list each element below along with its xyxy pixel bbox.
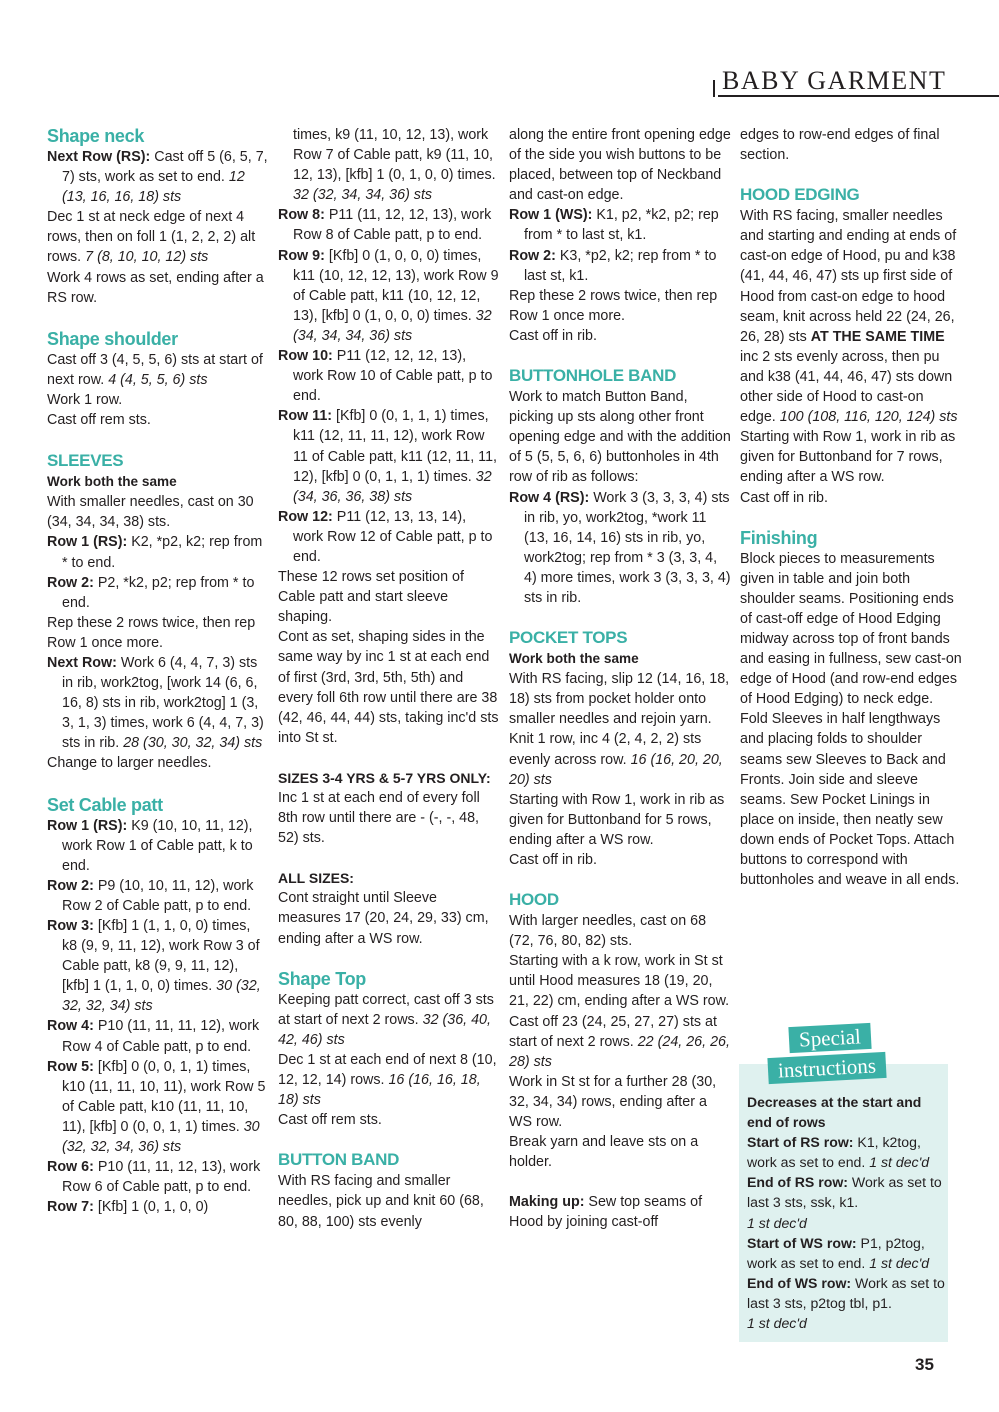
button-band-text: With RS facing and smaller needles, pick up and knit 60 (68, 80, 88, 100) sts evenly xyxy=(278,1173,484,1230)
section-title: BABY GARMENT xyxy=(722,66,947,95)
all-sizes-text: Cont straight until Sleeve measures 17 (20, 24, 29, 33) cm, ending after a WS row. xyxy=(278,890,489,947)
hood-edging-cast: Cast off in rib. xyxy=(740,489,828,506)
pocket-sub: Work both the same xyxy=(509,651,639,667)
cable-row-8: Row 8: P11 (11, 12, 12, 13), work Row 8 of Cable patt, p to end. xyxy=(278,207,492,244)
sleeves-row-2: Row 2: P2, *k2, p2; rep from * to end. xyxy=(47,574,255,611)
buttonhole-row-4: Row 4 (RS): Work 3 (3, 3, 3, 4) sts in rib, yo, work2tog, *work 11 (13, 16, 14, 16) sts in rib, yo, work2tog; rep from * 3 (3, 3, 4, 4) more times, work 3 (3, 3, 3, 4) sts in rib. xyxy=(509,489,731,606)
hood-edging-text-2: Starting with Row 1, work in rib as given for Buttonband for 7 rows, ending after a WS row. xyxy=(740,429,956,486)
cable-row-6: Row 6: P10 (11, 11, 12, 13), work Row 6 of Cable patt, p to end. xyxy=(47,1159,261,1196)
heading-hood-edging: HOOD EDGING xyxy=(740,185,860,205)
header-rule-tick xyxy=(713,80,715,97)
heading-shape-top: Shape Top xyxy=(278,968,366,989)
heading-hood: HOOD xyxy=(509,890,559,910)
hood-text-2: Starting with a k row, work in St st until Hood measures 18 (19, 20, 21, 22) cm, ending after a WS row. xyxy=(509,953,730,1010)
pocket-cast: Cast off in rib. xyxy=(509,852,597,868)
heading-sleeves: SLEEVES xyxy=(47,451,124,471)
cont-as-set: Cont as set, shaping sides in the same way by inc 1 st at each end of first (3rd, 3rd, 5th, 5th) and every foll 6th row until there are 38 (42, 46, 44, 44) sts, taking inc'd sts into St st. xyxy=(278,629,499,746)
sleeves-change: Change to larger needles. xyxy=(47,755,212,772)
instruction-next-row: Next Row (RS): Cast off 5 (6, 5, 7, 7) sts, work as set to end. 12 (13, 16, 16, 18) sts xyxy=(47,149,268,206)
special-instructions-body xyxy=(747,1092,947,1333)
hood-text-3: Cast off 23 (24, 25, 27, 27) sts at start of next 2 rows. 22 (24, 26, 26, 28) sts xyxy=(509,1013,730,1070)
sizes-text: Inc 1 st at each end of every foll 8th row until there are - (-, -, 48, 52) sts. xyxy=(278,790,480,847)
cable-row-10: Row 10: P11 (12, 12, 12, 13), work Row 10 of Cable patt, p to end. xyxy=(278,348,493,405)
sizes-heading: SIZES 3-4 YRS & 5-7 YRS ONLY: xyxy=(278,769,491,786)
making-up-cont: edges to row-end edges of final section. xyxy=(740,127,940,164)
making-up: Making up: Sew top seams of Hood by joining cast-off xyxy=(509,1194,703,1231)
sleeves-intro: With smaller needles, cast on 30 (34, 34, 34, 38) sts. xyxy=(47,494,254,531)
cable-row-7: Row 7: [Kfb] 1 (0, 1, 0, 0) xyxy=(47,1199,209,1216)
special-tag-line-2: instructions xyxy=(767,1052,886,1084)
instruction-cast-rem: Cast off rem sts. xyxy=(47,412,151,429)
subheading-work-both: Work both the same xyxy=(47,474,177,490)
sleeves-row-1: Row 1 (RS): K2, *p2, k2; rep from * to end. xyxy=(47,534,263,571)
column-3 xyxy=(509,125,731,1233)
instruction-cast-off: Cast off 3 (4, 5, 5, 6) sts at start of next row. 4 (4, 5, 5, 6) sts xyxy=(47,351,263,388)
heading-shape-shoulder: Shape shoulder xyxy=(47,328,178,349)
column-4 xyxy=(740,125,962,890)
cable-row-5: Row 5: [Kfb] 0 (0, 0, 1, 1) times, k10 (11, 11, 10, 11), work Row 5 of Cable patt, k10 (11, 11, 10, 11), [kfb] 0 (0, 0, 1, 1) times. 30 (32, 32, 34, 36) sts xyxy=(47,1058,266,1156)
instruction-work: Work 4 rows as set, ending after a RS row. xyxy=(47,269,264,306)
shape-top-text-1: Keeping patt correct, cast off 3 sts at start of next 2 rows. 32 (36, 40, 42, 46) sts xyxy=(278,991,494,1048)
sleeves-rep: Rep these 2 rows twice, then rep Row 1 once more. xyxy=(47,614,256,651)
special-heading: Decreases at the start and end of rows xyxy=(747,1094,922,1131)
shape-top-text-2: Dec 1 st at each end of next 8 (10, 12, 12, 14) rows. 16 (16, 16, 18, 18) sts xyxy=(278,1051,497,1109)
hood-text-5: Break yarn and leave sts on a holder. xyxy=(509,1134,699,1171)
finishing-text: Block pieces to measurements given in table and join both shoulder seams. Positioning ends of cast-off edge of Hood Edging midway across top of front bands and easing in fullness, sew cast-on edge of Hood (and row-end edges of Hood Edging) to neck edge. Fold Sleeves in half lengthways and placing folds to shoulder seams sew Sleeves to Back and Fronts. Join side and sleeve seams. Sew Pocket Linings in place on inside, then neatly sew down ends of Pocket Tops. Attach buttons to correspond with buttonholes and weave in all ends. xyxy=(740,550,962,889)
cable-row-2: Row 2: P9 (10, 10, 11, 12), work Row 2 of Cable patt, p to end. xyxy=(47,877,254,914)
pocket-text-2: Knit 1 row, inc 4 (2, 4, 2, 2) sts evenly across row. 16 (16, 20, 20, 20) sts xyxy=(509,731,723,788)
header-rule xyxy=(718,95,999,97)
pocket-text-1: With RS facing, slip 12 (14, 16, 18, 18) sts from pocket holder onto smaller needles and rejoin yarn. xyxy=(509,671,730,728)
cable-row-3: Row 3: [Kfb] 1 (1, 1, 0, 0) times, k8 (9, 9, 11, 12), work Row 3 of Cable patt, k8 (9, 9, 11, 12), [kfb] 1 (1, 1, 0, 0) times. 30 (32, 32, 32, 34) sts xyxy=(47,918,261,1015)
cable-row-9: Row 9: [Kfb] 0 (1, 0, 0, 0) times, k11 (10, 12, 12, 13), work Row 9 of Cable patt, k11 (10, 12, 12, 13), [kfb] 0 (1, 0, 0, 0) times. 32 (34, 34, 34, 36) sts xyxy=(278,247,499,344)
cable-row-4: Row 4: P10 (11, 11, 11, 12), work Row 4 of Cable patt, p to end. xyxy=(47,1018,260,1055)
column-2 xyxy=(278,125,500,1232)
special-tag-line-1: Special xyxy=(788,1023,871,1053)
buttonhole-text: Work to match Button Band, picking up sts along other front opening edge and with the addition of 5 (5, 5, 6, 6) buttonholes in 4th row of rib as follows: xyxy=(509,389,731,486)
cable-row-1: Row 1 (RS): K9 (10, 10, 11, 12), work Row 1 of Cable patt, k to end. xyxy=(47,817,253,874)
these-rows: These 12 rows set position of Cable patt and start sleeve shaping. xyxy=(278,569,464,626)
column-1 xyxy=(47,125,269,1217)
band-cast: Cast off in rib. xyxy=(509,327,597,344)
heading-shape-neck: Shape neck xyxy=(47,126,145,146)
heading-set-cable: Set Cable patt xyxy=(47,794,163,815)
cable-row-11: Row 11: [Kfb] 0 (0, 1, 1, 1) times, k11 (12, 11, 11, 12), work Row 11 of Cable patt, k11 (12, 11, 11, 12), [kfb] 0 (0, 1, 1, 1) times. 32 (34, 36, 36, 38) sts xyxy=(278,408,497,505)
instruction-work-row: Work 1 row. xyxy=(47,391,123,408)
heading-pocket-tops: POCKET TOPS xyxy=(509,628,628,648)
band-row-2: Row 2: K3, *p2, k2; rep from * to last st, k1. xyxy=(509,247,717,284)
instruction-dec: Dec 1 st at neck edge of next 4 rows, then on foll 1 (1, 2, 2, 2) alt rows. 7 (8, 10, 10, 12) sts xyxy=(47,209,256,266)
hood-text-4: Work in St st for a further 28 (30, 32, 34, 34) rows, ending after a WS row. xyxy=(509,1073,717,1131)
special-ws-end: End of WS row: Work as set to last 3 sts, p2tog tbl, p1. 1 st dec'd xyxy=(747,1274,945,1332)
shape-top-cast: Cast off rem sts. xyxy=(278,1112,382,1129)
heading-finishing: Finishing xyxy=(740,527,818,548)
heading-buttonhole-band: BUTTONHOLE BAND xyxy=(509,366,677,386)
all-sizes-heading: ALL SIZES: xyxy=(278,870,354,887)
pocket-text-3: Starting with Row 1, work in rib as given for Buttonband for 5 rows, ending after a WS row. xyxy=(509,791,725,848)
page-number: 35 xyxy=(915,1355,934,1374)
heading-button-band: BUTTON BAND xyxy=(278,1150,400,1170)
cable-row-7-cont: times, k9 (11, 10, 12, 13), work Row 7 of Cable patt, k9 (11, 10, 12, 13), [kfb] 1 (0, 1, 0, 0) times. 32 (32, 34, 34, 36) sts xyxy=(293,127,496,204)
cable-row-12: Row 12: P11 (12, 13, 13, 14), work Row 12 of Cable patt, p to end. xyxy=(278,508,493,565)
special-rs-start: Start of RS row: K1, k2tog, work as set to end. 1 st dec'd xyxy=(747,1134,930,1171)
button-band-cont: along the entire front opening edge of the side you wish buttons to be placed, between top of Neckband and cast-on edge. xyxy=(509,127,731,204)
special-ws-start: Start of WS row: P1, p2tog, work as set to end. 1 st dec'd xyxy=(747,1234,930,1271)
sleeves-next-row: Next Row: Work 6 (4, 4, 7, 3) sts in rib, work2tog, [work 14 (6, 6, 16, 8) sts in rib, work2tog] 1 (3, 3, 1, 3) times, work 6 (4, 4, 7, 3) sts in rib. 28 (30, 30, 32, 34) sts xyxy=(47,654,264,752)
hood-edging-text: With RS facing, smaller needles and starting and ending at ends of cast-on edge of Hood, pu and k38 (41, 44, 46, 47) sts up first side of Hood from cast-on edge to hood seam, knit across held 22 (24, 26, 26, 28) sts AT THE SAME TIME inc 2 sts evenly across, then pu and k38 (41, 44, 46, 47) sts down other side of Hood to cast-on edge. 100 (108, 116, 120, 124) sts xyxy=(740,208,958,426)
special-rs-end: End of RS row: Work as set to last 3 sts, ssk, k1. 1 st dec'd xyxy=(747,1174,942,1231)
band-rep: Rep these 2 rows twice, then rep Row 1 once more. xyxy=(509,287,718,324)
hood-text-1: With larger needles, cast on 68 (72, 76, 80, 82) sts. xyxy=(509,913,707,950)
band-row-1: Row 1 (WS): K1, p2, *k2, p2; rep from * to last st, k1. xyxy=(509,207,719,244)
